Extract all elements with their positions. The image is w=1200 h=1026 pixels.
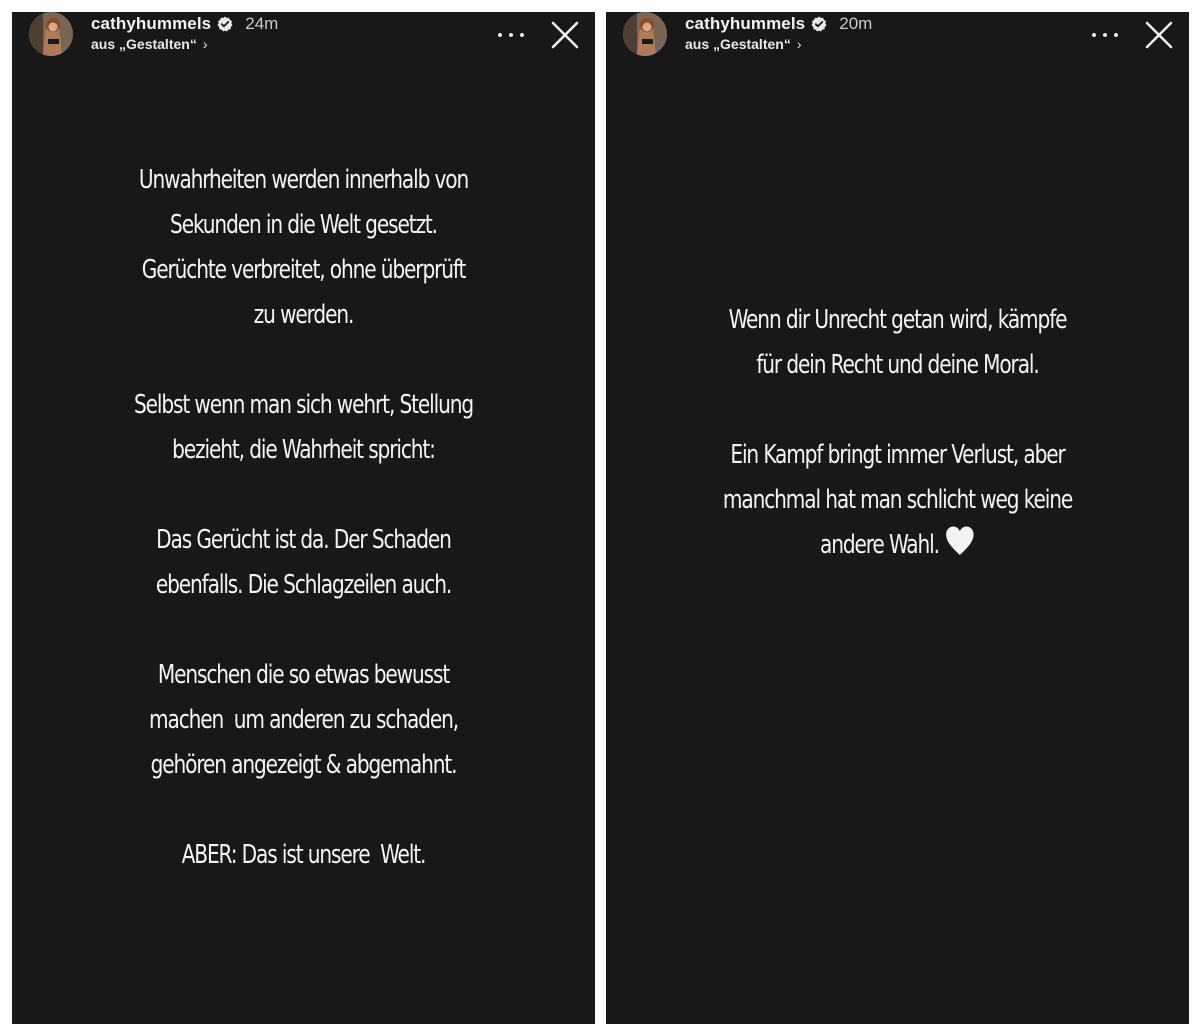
story-header	[606, 12, 1189, 68]
text-line: ABER: Das ist unsere Welt.	[181, 840, 426, 870]
close-button[interactable]	[1144, 20, 1174, 50]
user-block	[91, 13, 278, 52]
paragraph	[681, 298, 1114, 388]
paragraph	[681, 433, 1114, 568]
text-line: Selbst wenn man sich wehrt, Stellung	[133, 390, 474, 420]
more-options-icon	[1092, 33, 1096, 37]
text-line: Ein Kampf bringt immer Verlust, aber	[730, 440, 1065, 470]
timestamp: 24m	[245, 14, 279, 33]
source-link[interactable]	[685, 36, 872, 52]
source-label: aus „Gestalten“	[91, 36, 197, 52]
text-line: Wenn dir Unrecht getan wird, kämpfe	[728, 305, 1067, 335]
paragraph	[87, 653, 520, 788]
text-line: Sekunden in die Welt gesetzt.	[170, 210, 437, 240]
white-heart-icon	[944, 525, 975, 557]
close-icon	[1144, 20, 1174, 50]
text-line: für dein Recht und deine Moral.	[756, 350, 1039, 380]
close-button[interactable]	[550, 20, 580, 50]
paragraph	[87, 518, 520, 608]
close-icon	[550, 20, 580, 50]
more-options-icon	[498, 33, 502, 37]
chevron-right-icon: ›	[202, 36, 208, 52]
text-line: machen um anderen zu schaden,	[149, 705, 458, 735]
text-line: ebenfalls. Die Schlagzeilen auch.	[155, 570, 452, 600]
story-header	[12, 12, 595, 68]
text-line: Unwahrheiten werden innerhalb von	[138, 165, 469, 195]
story-text	[87, 158, 520, 878]
text-line: Menschen die so etwas bewusst	[157, 660, 450, 690]
paragraph	[87, 158, 520, 338]
story-card-left[interactable]	[12, 12, 595, 1024]
story-text	[681, 298, 1114, 568]
text-line: zu werden.	[253, 300, 354, 330]
text-line: Gerüchte verbreitet, ohne überprüft	[141, 255, 466, 285]
story-card-right[interactable]	[606, 12, 1189, 1024]
source-label: aus „Gestalten“	[685, 36, 791, 52]
username[interactable]: cathyhummels	[685, 14, 806, 33]
avatar[interactable]	[623, 12, 667, 56]
text-line: andere Wahl.	[819, 530, 939, 560]
source-link[interactable]	[91, 36, 278, 52]
paragraph	[87, 833, 520, 878]
verified-badge-icon	[811, 16, 827, 32]
more-options-button[interactable]	[498, 24, 524, 46]
text-line: manchmal hat man schlicht weg keine	[722, 485, 1073, 515]
more-options-button[interactable]	[1092, 24, 1118, 46]
username[interactable]: cathyhummels	[91, 14, 212, 33]
text-line: bezieht, die Wahrheit spricht:	[172, 435, 435, 465]
verified-badge-icon	[217, 16, 233, 32]
text-line: gehören angezeigt & abgemahnt.	[150, 750, 457, 780]
text-line: Das Gerücht ist da. Der Schaden	[156, 525, 451, 555]
chevron-right-icon: ›	[796, 36, 802, 52]
timestamp: 20m	[839, 14, 873, 33]
paragraph	[87, 383, 520, 473]
avatar[interactable]	[29, 12, 73, 56]
user-block	[685, 13, 872, 52]
